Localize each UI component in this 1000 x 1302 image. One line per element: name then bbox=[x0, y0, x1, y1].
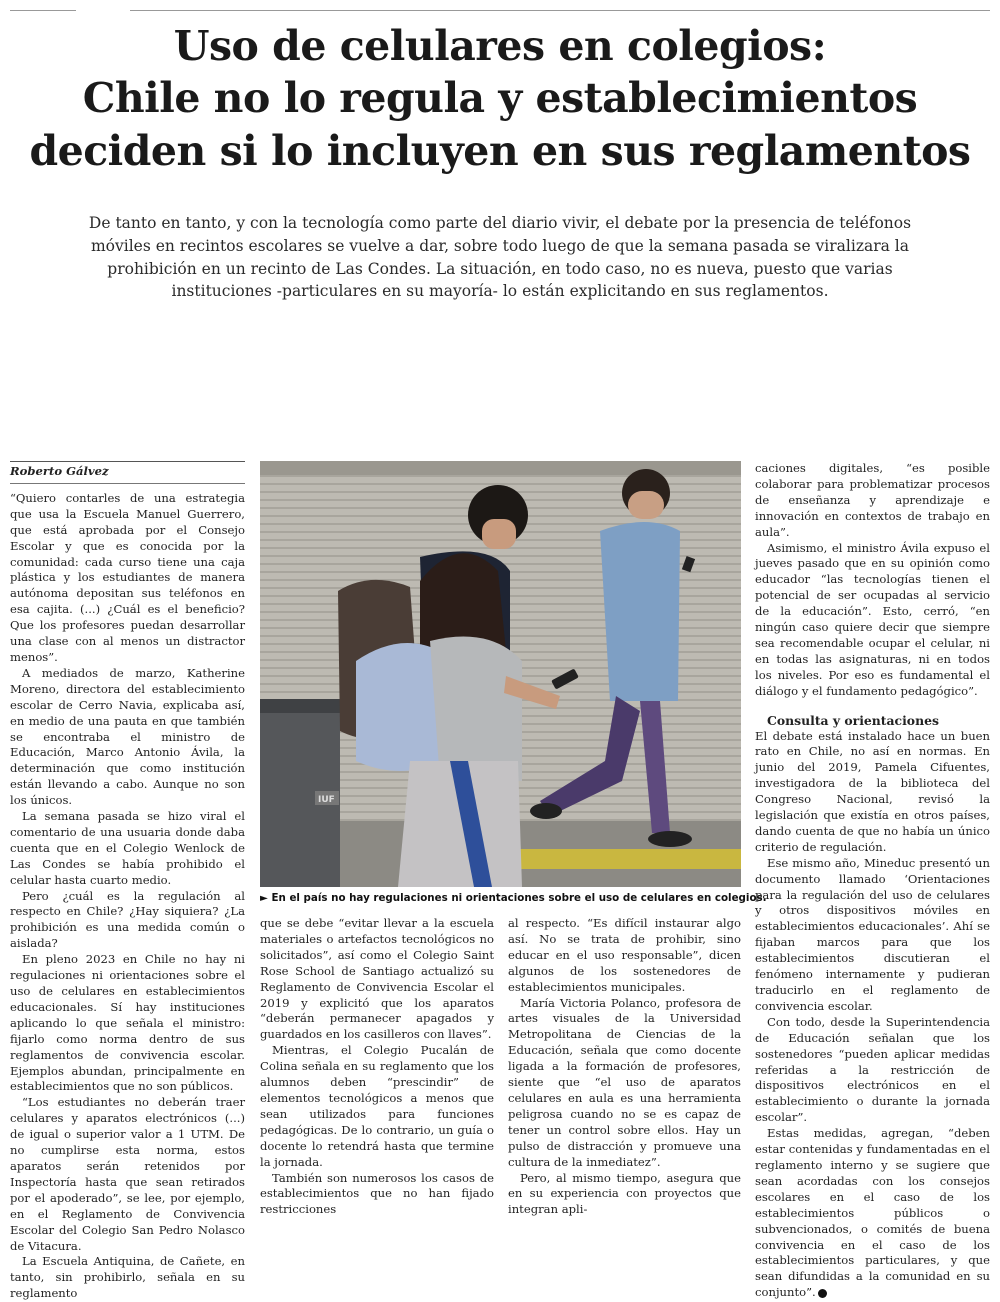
headline-line-2: Chile no lo regula y establecimientos bbox=[82, 74, 918, 123]
paragraph: A mediados de marzo, Katherine Moreno, directora del establecimiento escolar de Cerro Navia, explicaba así, en medio de una pauta en que también se encontraba el ministro de Educación, Marco Antonio Ávila, la determinación que como institución están llevando a cabo. Aunque no son los únicos. bbox=[10, 665, 245, 808]
top-rule-right bbox=[130, 10, 990, 11]
students-with-phones-image bbox=[260, 461, 741, 887]
paragraph: “Quiero contarles de una estrategia que usa la Escuela Manuel Guerrero, que está aprobada por el Consejo Escolar y que es conocida por la comunidad: cada curso tiene una caja plástica y los estudiantes de manera autónoma depositan sus teléfonos en esa cajita. (...) ¿Cuál es el beneficio? Que los profesores puedan desarrollar una clase con al menos un distractor menos”. bbox=[10, 490, 245, 664]
column-3 bbox=[508, 916, 741, 1217]
paragraph: Pero ¿cuál es la regulación al respecto en Chile? ¿Hay siquiera? ¿La prohibición es una medida común o aislada? bbox=[10, 888, 245, 951]
paragraph: Mientras, el Colegio Pucalán de Colina señala en su reglamento que los alumnos deben “prescindir” de elementos tecnológicos a menos que sean utilizados para funciones pedagógicas. De lo contrario, un guía o docente lo retendrá hasta que termine la jornada. bbox=[260, 1043, 494, 1169]
paragraph: caciones digitales, “es posible colaborar para problematizar procesos de enseñanza y aprendizaje e innovación en contextos de trabajo en aula”. bbox=[755, 461, 990, 539]
bin-sign: IUF bbox=[318, 795, 335, 805]
paragraph: El debate está instalado hace un buen rato en Chile, no así en normas. En junio del 2019, Pamela Cifuentes, investigadora de la biblioteca del Congreso Nacional, revisó la legislación que existía en otros países, dando cuenta de que no había un único criterio de regulación. bbox=[755, 728, 990, 854]
paragraph: La semana pasada se hizo viral el comentario de una usuaria donde daba cuenta que en el Colegio Wenlock de Las Condes se había prohibido el celular hasta cuarto medio. bbox=[10, 809, 245, 887]
paragraph: al respecto. “Es difícil instaurar algo así. No se trata de prohibir, sino educar en el uso responsable”, dicen algunos de los sostenedores de establecimientos municipales. bbox=[508, 916, 741, 994]
column-1 bbox=[10, 461, 245, 1301]
byline: Roberto Gálvez bbox=[10, 461, 245, 484]
headline bbox=[10, 20, 990, 177]
paragraph-last bbox=[755, 1126, 990, 1301]
lede: De tanto en tanto, y con la tecnología como parte del diario vivir, el debate por la presencia de teléfonos móviles en recintos escolares se vuelve a dar, sobre todo luego de que la semana pasada se viralizara la prohibición en un recinto de Las Condes. La situación, en todo caso, no es nueva, puesto que varias instituciones -particulares en su mayoría- lo están explicitando en sus reglamentos. bbox=[88, 214, 912, 301]
subheading: Consulta y orientaciones bbox=[767, 712, 939, 728]
end-mark-icon bbox=[818, 1289, 827, 1298]
headline-line-3: deciden si lo incluyen en sus reglamentos bbox=[29, 126, 971, 175]
paragraph: Pero, al mismo tiempo, asegura que en su experiencia con proyectos que integran apli- bbox=[508, 1170, 741, 1217]
paragraph: Con todo, desde la Superintendencia de Educación señalan que los sostenedores “pueden aplicar medidas referidas a la restricción de dispositivos electrónicos en el establecimiento o durante la jornada escolar”. bbox=[755, 1014, 990, 1125]
article-photo bbox=[260, 461, 741, 887]
top-rule-left bbox=[10, 10, 76, 11]
column-4 bbox=[755, 461, 990, 1300]
paragraph: “Los estudiantes no deberán traer celulares y aparatos electrónicos (...) de igual o superior valor a 1 UTM. De no cumplirse esta norma, estos aparatos serán retenidos por Inspectoría hasta que sean retirados por el apoderado”, se lee, por ejemplo, en el Reglamento de Convivencia Escolar del Colegio San Pedro Nolasco de Vitacura. bbox=[10, 1095, 245, 1253]
column-2 bbox=[260, 916, 494, 1217]
photo-caption: ► En el país no hay regulaciones ni orientaciones sobre el uso de celulares en colegios. bbox=[260, 892, 767, 904]
paragraph: En pleno 2023 en Chile no hay ni regulaciones ni orientaciones sobre el uso de celulares en establecimientos educacionales. Sí hay instituciones aplicando lo que señala el ministro: fijarlo como norma dentro de sus reglamentos de convivencia escolar. Ejemplos abundan, principalmente en establecimientos que no son públicos. bbox=[10, 952, 245, 1094]
paragraph: Ese mismo año, Mineduc presentó un documento llamado ‘Orientaciones para la regulación del uso de celulares y otros dispositivos móviles en establecimientos educacionales’. Ahí se fijaban marcos para que los establecimientos discutieran el fenómeno internamente y pudieran traducirlo en el reglamento de convivencia escolar. bbox=[755, 855, 990, 1013]
paragraph: La Escuela Antiquina, de Cañete, en tanto, sin prohibirlo, señala en su reglamento bbox=[10, 1254, 245, 1301]
paragraph: que se debe “evitar llevar a la escuela materiales o artefactos tecnológicos no solicitados”, así como el Colegio Saint Rose School de Santiago actualizó su Reglamento de Convivencia Escolar el 2019 y explicitó que los aparatos “deberán permanecer apagados y guardados en los casilleros con llaves”. bbox=[260, 916, 494, 1042]
headline-line-1: Uso de celulares en colegios: bbox=[173, 22, 827, 70]
paragraph: Asimismo, el ministro Ávila expuso el jueves pasado que en su opinión como educador “las tecnologías tienen el potencial de ser ocupadas al servicio de la educación”. Esto, cerró, “en ningún caso quiere decir que siempre sea recomendable ocupar el celular, ni en todas las asignaturas, ni en todos los niveles. Por eso es fundamental el diálogo y el fundamento pedagógico”. bbox=[755, 540, 990, 698]
paragraph-text: Estas medidas, agregan, “deben estar contenidas y fundamentadas en el reglamento interno y se sugiere que sean acordadas con los consejos escolares en el caso de los establecimientos públicos o subvencionados, o comités de buena convivencia en el caso de los establecimientos particulares, y que sean difundidas a la comunidad en su conjunto”. bbox=[755, 1126, 990, 1300]
trash-bin-icon bbox=[260, 699, 346, 887]
paragraph: También son numerosos los casos de establecimientos que no han fijado restricciones bbox=[260, 1170, 494, 1217]
paragraph: María Victoria Polanco, profesora de artes visuales de la Universidad Metropolitana de Ciencias de la Educación, señala que como docente ligada a la formación de profesores, siente que “el uso de aparatos celulares en aula es una herramienta peligrosa cuando no se es capaz de tener un control sobre ellos. Hay un pulso de distracción y promueve una cultura de la inmediatez”. bbox=[508, 995, 741, 1169]
